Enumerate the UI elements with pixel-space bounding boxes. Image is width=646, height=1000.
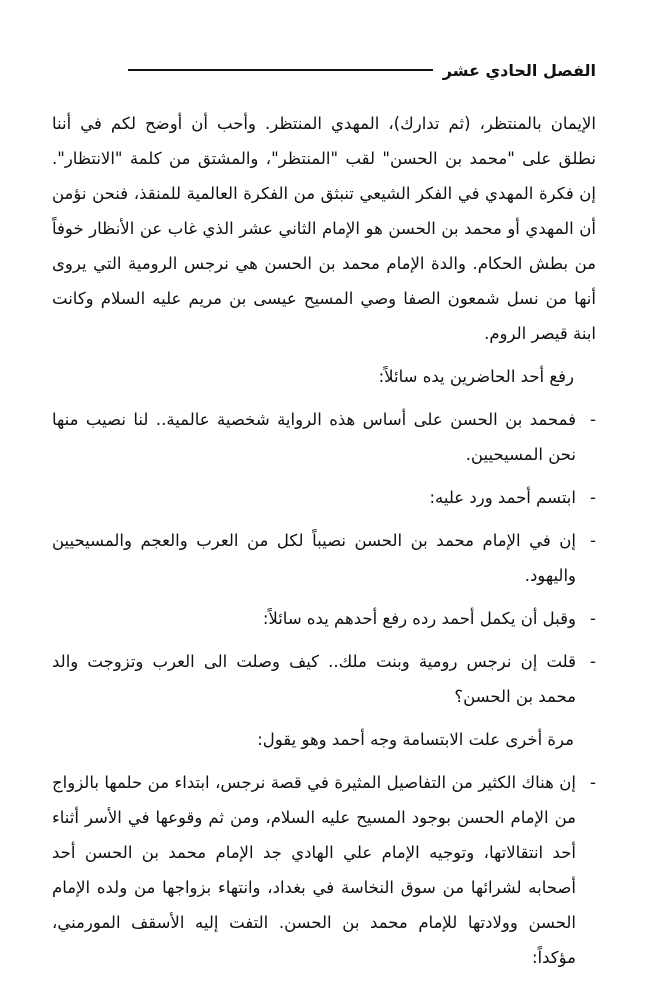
dialogue-item bbox=[52, 480, 596, 515]
dialogue-dash: - bbox=[590, 531, 596, 550]
dialogue-text: وقبل أن يكمل أحمد رده رفع أحدهم يده سائلاً: bbox=[262, 609, 576, 628]
paragraph-intro: الإيمان بالمنتظر، (ثم تدارك)، المهدي المنتظر. وأحب أن أوضح لكم في أننا نطلق على "محمد بن الحسن" لقب "المنتظر"، والمشتق من كلمة "الانتظار". إن فكرة المهدي في الفكر الشيعي تنبثق من الفكرة العالمية للمنقذ، فنحن نؤمن أن المهدي أو محمد بن الحسن هو الإمام الثاني عشر الذي غاب عن الأنظار خوفاً من بطش الحكام. والدة الإمام محمد بن الحسن هي نرجس الرومية التي يروى أنها من نسل شمعون الصفا وصي المسيح عيسى بن مريم عليه السلام وكانت ابنة قيصر الروم. bbox=[52, 114, 596, 343]
page-body bbox=[52, 106, 596, 975]
paragraph-smile: مرة أخرى علت الابتسامة وجه أحمد وهو يقول: bbox=[257, 730, 574, 749]
dialogue-item bbox=[52, 523, 596, 593]
dialogue-text: إن في الإمام محمد بن الحسن نصيباً لكل من العرب والعجم والمسيحيين واليهود. bbox=[52, 531, 576, 585]
header-rule bbox=[128, 69, 433, 71]
dialogue-dash: - bbox=[590, 652, 596, 671]
dialogue-dash: - bbox=[590, 488, 596, 507]
dialogue-dash: - bbox=[590, 609, 596, 628]
dialogue-item bbox=[52, 601, 596, 636]
paragraph-question-intro: رفع أحد الحاضرين يده سائلاً: bbox=[378, 367, 574, 386]
dialogue-text: قلت إن نرجس رومية وبنت ملك.. كيف وصلت الى العرب وتزوجت والد محمد بن الحسن؟ bbox=[52, 652, 576, 706]
dialogue-dash: - bbox=[590, 773, 596, 792]
chapter-title: الفصل الحادي عشر bbox=[442, 60, 596, 80]
dialogue-text: فمحمد بن الحسن على أساس هذه الرواية شخصية عالمية.. لنا نصيب منها نحن المسيحيين. bbox=[52, 410, 576, 464]
dialogue-item bbox=[52, 765, 596, 975]
dialogue-text: إن هناك الكثير من التفاصيل المثيرة في قصة نرجس، ابتداء من حلمها بالزواج من الإمام الحسن بوجود المسيح عليه السلام، ومن ثم وقوعها في الأسر أثناء أحد انتقالاتها، وتوجيه الإمام علي الهادي جد الإمام محمد بن الحسن أحد أصحابه لشرائها من سوق النخاسة في بغداد، وانتهاء بزواجها من ولده الإمام الحسن وولادتها للإمام محمد بن الحسن. التفت إليه الأسقف المورمني، مؤكداً: bbox=[52, 773, 576, 967]
running-header bbox=[128, 56, 596, 84]
dialogue-item bbox=[52, 644, 596, 714]
dialogue-text: ابتسم أحمد ورد عليه: bbox=[429, 488, 576, 507]
dialogue-dash: - bbox=[590, 410, 596, 429]
dialogue-item bbox=[52, 402, 596, 472]
